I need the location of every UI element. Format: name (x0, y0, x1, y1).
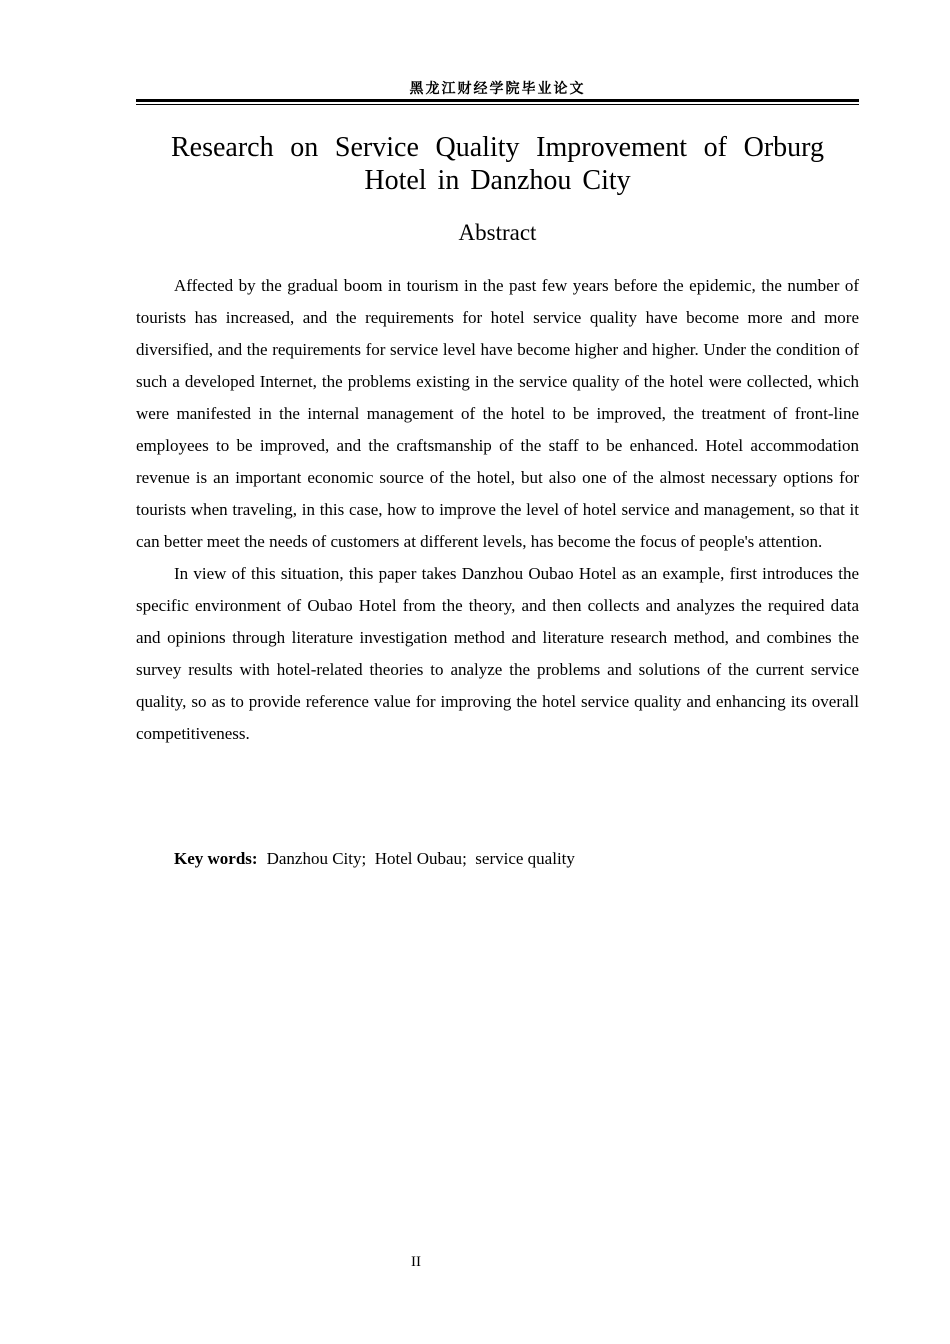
keyword-item: Danzhou City (266, 849, 362, 868)
paper-title: Research on Service Quality Improvement of Orburg Hotel in Danzhou City (171, 132, 824, 196)
keywords-label: Key words: (174, 849, 258, 868)
page-number: II (411, 1254, 421, 1270)
running-header: 黑龙江财经学院毕业论文 (409, 81, 586, 97)
abstract-body (136, 270, 859, 750)
header-rule-thick (136, 99, 859, 102)
abstract-paragraph-1: Affected by the gradual boom in tourism in the past few years before the epidemic, the number of tourists has increased, and the requirements for hotel service quality have become more and more diversified, and the requirements for service level have become higher and higher. Under the condition of such a developed Internet, the problems existing in the service quality of the hotel were collected, which were manifested in the internal management of the hotel to be improved, the treatment of front-line employees to be improved, and the craftsmanship of the staff to be enhanced. Hotel accommodation revenue is an important economic source of the hotel, but also one of the almost necessary options for tourists when traveling, in this case, how to improve the level of hotel service and management, so that it can better meet the needs of customers at different levels, has become the focus of people's attention. (136, 276, 859, 551)
abstract-paragraph-2: In view of this situation, this paper takes Danzhou Oubao Hotel as an example, first introduces the specific environment of Oubao Hotel from the theory, and then collects and analyzes the required data and opinions through literature investigation method and literature research method, and combines the survey results with hotel-related theories to analyze the problems and solutions of the current service quality, so as to provide reference value for improving the hotel service quality and enhancing its overall competitiveness. (136, 564, 859, 743)
header-rule-thin (136, 104, 859, 105)
keyword-item: ; service quality (462, 849, 575, 868)
keywords-line (174, 845, 575, 873)
abstract-heading: Abstract (458, 220, 537, 245)
keyword-item: ; Hotel Oubau (361, 849, 462, 868)
